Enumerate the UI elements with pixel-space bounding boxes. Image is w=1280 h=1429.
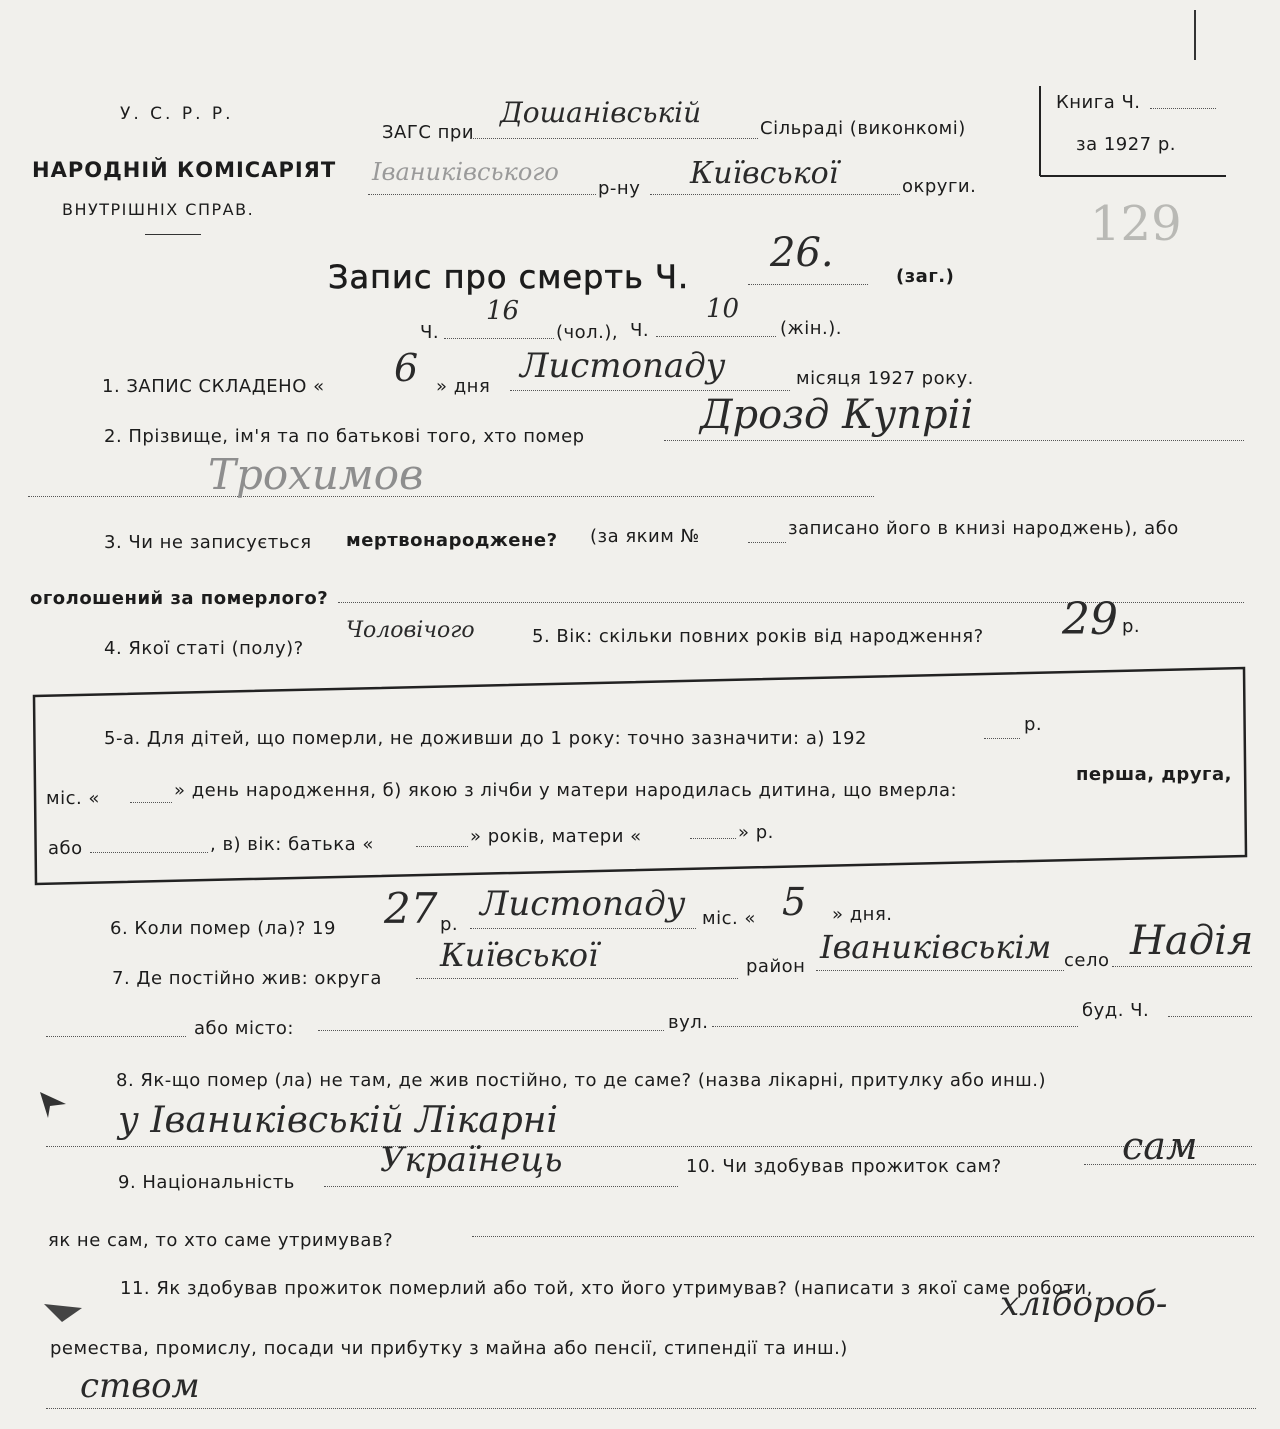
q5a-year-line: [984, 738, 1020, 739]
district-handwritten: Іваниківського: [372, 158, 559, 186]
district-line: [368, 194, 596, 195]
council-label: Сільраді (виконкомі): [760, 118, 966, 139]
q7-rayon-line: [816, 970, 1064, 971]
q7-rayon-handwritten: Іваниківськім: [820, 928, 1052, 966]
q3-prefix: 3. Чи не записується: [104, 532, 312, 553]
q10-supporter-line: [472, 1236, 1254, 1237]
q2-line: [664, 440, 1244, 441]
q1-suffix: місяця 1927 року.: [796, 368, 974, 389]
q4-label: 4. Якої статі (полу)?: [104, 638, 304, 659]
q5a-line3-mid: , в) вік: батька «: [210, 834, 374, 855]
q6-year-handwritten: 27: [384, 884, 438, 933]
q6-month-line: [470, 928, 696, 929]
q2-name-handwritten: Дрозд Купріі: [700, 392, 974, 438]
q5a-line1-end: р.: [1024, 714, 1043, 735]
infant-section-box: [30, 662, 1250, 890]
q6-suffix: » дня.: [832, 904, 893, 925]
q5a-birth-order: перша, друга,: [1076, 764, 1232, 785]
q3-stillborn: мертвонароджене?: [346, 530, 558, 551]
q1-month-handwritten: Листопаду: [520, 346, 726, 386]
q7-street-line: [712, 1026, 1078, 1027]
q5a-line2-pre: міс. «: [46, 788, 100, 809]
q3-suffix: записано його в книзі народжень), або: [788, 518, 1179, 539]
q3-number-line: [748, 542, 786, 543]
q10-answer-handwritten: сам: [1122, 1124, 1198, 1168]
q7-selo: село: [1064, 950, 1110, 971]
book-number-line: [1150, 108, 1216, 109]
q10-label: 10. Чи здобував прожиток сам?: [686, 1156, 1002, 1177]
book-label: Книга Ч.: [1056, 92, 1141, 113]
q8-answer-handwritten: у Іваниківській Лікарні: [118, 1100, 559, 1141]
q5a-mother-age-line: [690, 838, 736, 839]
q2-label: 2. Прізвище, ім'я та по батькові того, хто помер: [104, 426, 585, 447]
male-count-handwritten: 16: [486, 296, 520, 326]
q5a-line1: 5-а. Для дітей, що померли, не доживши до 1 року: точно зазначити: а) 192: [104, 728, 867, 749]
ussr-label: У. С. Р. Р.: [120, 104, 234, 124]
q5a-line3-end: » р.: [738, 822, 774, 843]
record-title: Запис про смерть Ч.: [328, 258, 690, 296]
q10-line2: як не сам, то хто саме утримував?: [48, 1230, 394, 1251]
village-handwritten: Дошанівській: [500, 96, 702, 129]
record-number-line: [748, 284, 868, 285]
q11-line1: 11. Як здобував прожиток померлий або той, хто його утримував? (написати з якої саме роботи,: [120, 1278, 1093, 1299]
q7-building-line: [1168, 1016, 1252, 1017]
female-count-label: (жін.).: [780, 318, 842, 339]
district-label: р-ну: [598, 178, 641, 199]
q7-rayon: район: [746, 956, 806, 977]
q8-answer-line: [46, 1146, 1252, 1147]
q9-label: 9. Національність: [118, 1172, 295, 1193]
q6-day-handwritten: 5: [782, 880, 807, 924]
q9-answer-handwritten: Українець: [380, 1140, 563, 1180]
okrug-label: округи.: [902, 176, 977, 197]
q6-r: р.: [440, 914, 459, 935]
book-year-label: за 1927 р.: [1076, 134, 1177, 155]
q5-age-suffix: р.: [1122, 616, 1141, 637]
okrug-handwritten: Київської: [690, 156, 839, 191]
q7-selo-handwritten: Надія: [1130, 918, 1254, 964]
q7-okrug-handwritten: Київської: [440, 936, 599, 974]
q1-prefix: 1. ЗАПИС СКЛАДЕНО «: [102, 376, 325, 397]
margin-mark-2: [40, 1300, 86, 1324]
male-count-label: (чол.),: [556, 322, 619, 343]
okrug-line: [650, 194, 900, 195]
record-suffix: (заг.): [896, 266, 955, 287]
margin-mark-1: [36, 1086, 70, 1120]
q5a-line3-pre: або: [48, 838, 83, 859]
q5-age-handwritten: 29: [1062, 594, 1118, 645]
q3-mid: (за яким №: [590, 526, 700, 547]
q11-answer-handwritten: хлібороб-: [1000, 1284, 1168, 1324]
margin-number: 129: [1090, 196, 1182, 252]
q5a-month-line: [130, 802, 172, 803]
female-count-prefix: Ч.: [630, 320, 650, 341]
village-line: [470, 138, 758, 139]
female-count-handwritten: 10: [706, 294, 740, 324]
internal-affairs-label: ВНУТРІШНІХ СПРАВ.: [62, 200, 255, 219]
q1-mid: » дня: [436, 376, 491, 397]
q7-misto: або місто:: [194, 1018, 294, 1039]
q6-month-handwritten: Листопаду: [480, 884, 686, 924]
commissariat-label: НАРОДНІЙ КОМІСАРІЯТ: [32, 158, 337, 182]
q1-day-handwritten: 6: [394, 346, 419, 390]
q8-label: 8. Як-що помер (ла) не там, де жив постійно, то де саме? (назва лікарні, притулку або инш.): [116, 1070, 1046, 1091]
q5a-line3-mid2: » років, матери «: [470, 826, 642, 847]
q4-sex-handwritten: Чоловічого: [346, 618, 475, 643]
q11-answer-cont-handwritten: ством: [80, 1366, 200, 1406]
q7-city-line: [318, 1030, 664, 1031]
q11-line2: ремества, промислу, посади чи прибутку з майна або пенсії, стипендії та инш.): [50, 1338, 848, 1359]
male-count-line: [444, 338, 554, 339]
top-edge-mark: [1194, 10, 1196, 60]
q2-line-2: [28, 496, 874, 497]
q7-okrug-line: [416, 978, 738, 979]
record-number-handwritten: 26.: [770, 230, 834, 276]
q7-city-pre-line: [46, 1036, 186, 1037]
q7-prefix: 7. Де постійно жив: округа: [112, 968, 382, 989]
q2-name-cont-handwritten: Трохимов: [208, 450, 424, 499]
q11-answer-line: [46, 1408, 1256, 1409]
q7-vul: вул.: [668, 1012, 709, 1033]
q5a-father-age-line: [416, 846, 468, 847]
q5-label: 5. Вік: скільки повних років від народження?: [532, 626, 984, 647]
q5a-line2-mid: » день народження, б) якою з лічби у матери народилась дитина, що вмерла:: [174, 780, 958, 801]
q6-prefix: 6. Коли помер (ла)? 19: [110, 918, 336, 939]
q1-month-line: [510, 390, 790, 391]
male-count-prefix: Ч.: [420, 322, 440, 343]
q7-bud: буд. Ч.: [1082, 1000, 1150, 1021]
q5a-other-line: [90, 852, 208, 853]
zags-label: ЗАГС при: [382, 122, 475, 143]
q9-line: [324, 1186, 678, 1187]
female-count-line: [656, 336, 776, 337]
header-divider: [145, 234, 201, 235]
q3-declared-dead: оголошений за померлого?: [30, 588, 329, 609]
q6-mis: міс. «: [702, 908, 756, 929]
q7-selo-line: [1112, 966, 1252, 967]
